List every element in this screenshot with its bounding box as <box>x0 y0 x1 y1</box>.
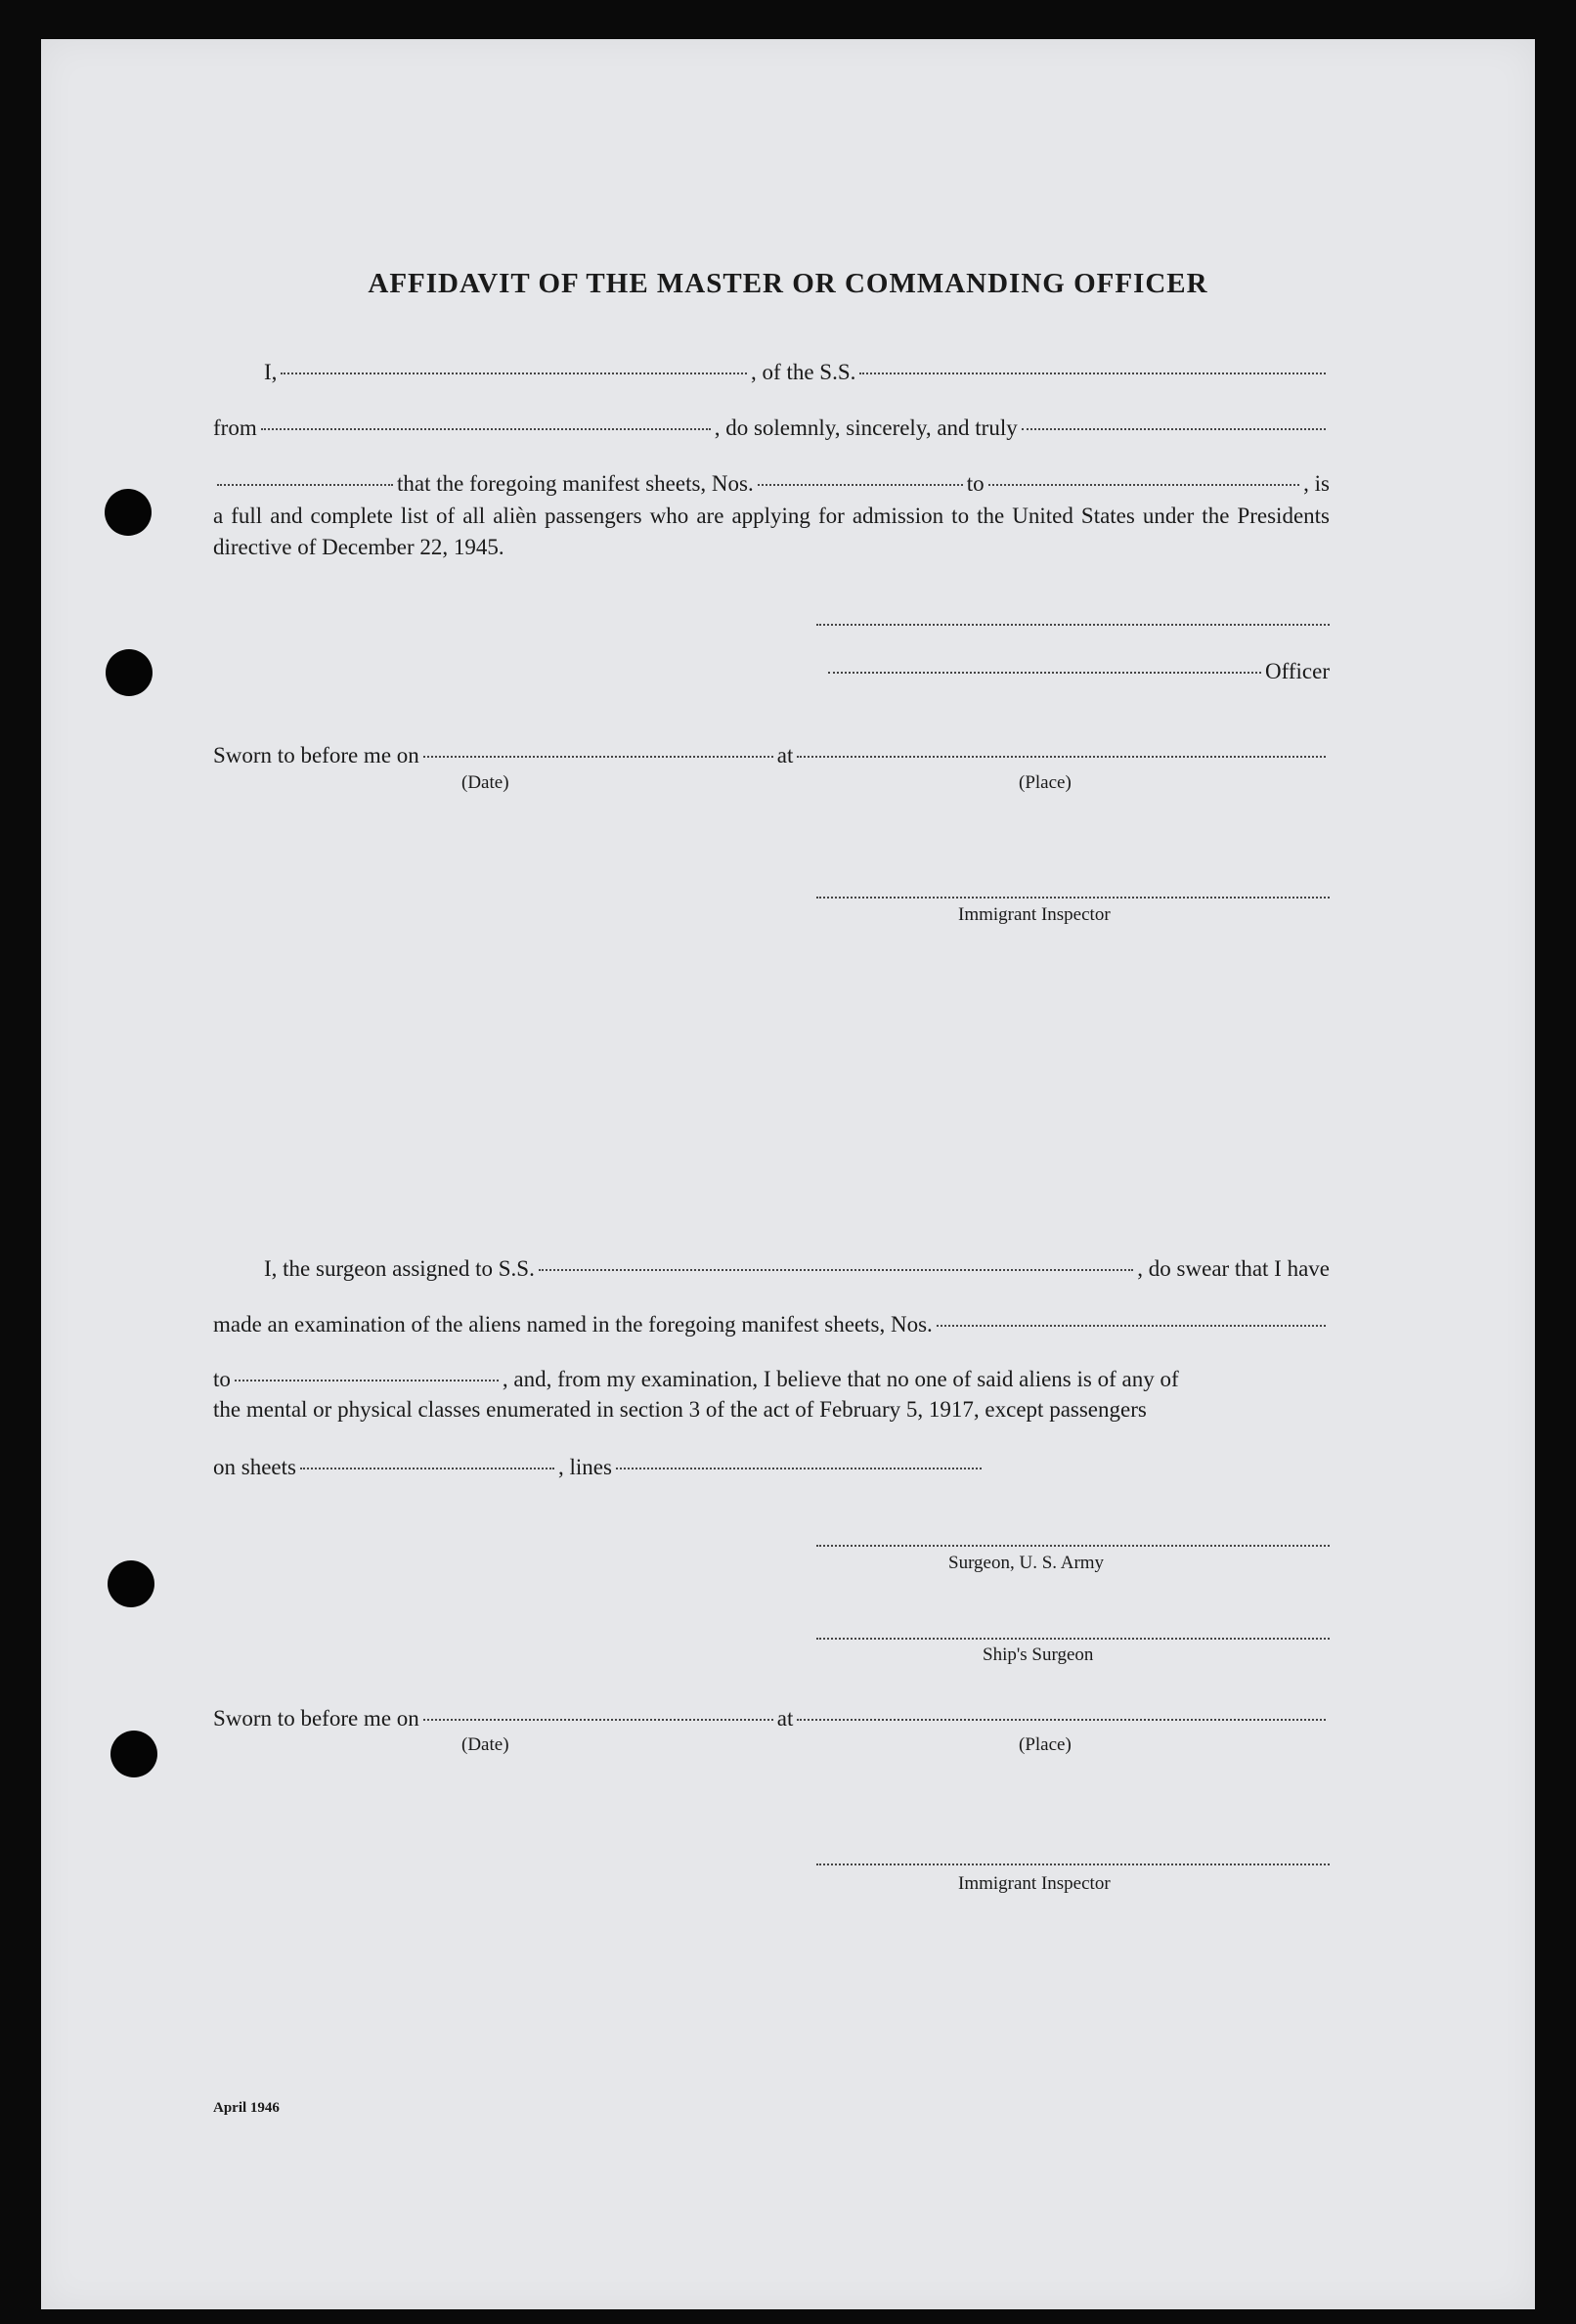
sworn-line-2 <box>213 1706 1330 1732</box>
label-from: from <box>213 416 257 440</box>
label-at: at <box>776 743 794 767</box>
punch-hole <box>106 649 153 696</box>
port-from-field[interactable] <box>261 428 711 430</box>
except-lines-field[interactable] <box>616 1468 982 1469</box>
label-at-2: at <box>776 1706 794 1731</box>
ship-surgeon-caption: Ship's Surgeon <box>983 1644 1094 1665</box>
master-line-1 <box>264 360 1330 385</box>
label-of-ss: , of the S.S. <box>751 360 856 384</box>
label-made-exam: made an examination of the aliens named in the foregoing manifest sheets, Nos. <box>213 1312 933 1337</box>
date-caption: (Date) <box>461 772 509 793</box>
surgeon-ship-field[interactable] <box>539 1269 1133 1271</box>
label-sworn: Sworn to before me on <box>213 743 419 767</box>
date-caption-2: (Date) <box>461 1734 509 1755</box>
label-lines: , lines <box>557 1455 612 1479</box>
army-surgeon-signature-line[interactable] <box>816 1545 1330 1547</box>
except-sheets-field[interactable] <box>300 1468 554 1469</box>
officer-line <box>824 659 1330 684</box>
surgeon-line-2 <box>213 1312 1330 1337</box>
ship-name-field[interactable] <box>859 373 1326 374</box>
label-and-from: , and, from my examination, I believe that no one of said aliens is of any of <box>502 1367 1179 1391</box>
label-i: I, <box>264 360 278 384</box>
officer-signature-field[interactable] <box>828 672 1261 674</box>
surgeon-line-1 <box>264 1256 1330 1282</box>
sworn-place-field[interactable] <box>797 756 1326 758</box>
place-caption: (Place) <box>1019 772 1072 793</box>
inspector-signature-line[interactable] <box>816 897 1330 899</box>
label-i-surgeon: I, the surgeon assigned to S.S. <box>264 1256 535 1281</box>
master-statement: a full and complete list of all alièn passengers who are applying for admission to the United States under the Presidents directive of December 22, 1945. <box>213 504 1330 559</box>
punch-hole <box>108 1560 154 1607</box>
oath-continue-field[interactable] <box>217 484 393 486</box>
classes-text: the mental or physical classes enumerated in section 3 of the act of February 5, 1917, except passengers <box>213 1397 1147 1422</box>
surgeon-line-3 <box>213 1367 1330 1392</box>
sworn2-place-field[interactable] <box>797 1719 1326 1721</box>
master-signature-line[interactable] <box>816 624 1330 626</box>
army-surgeon-caption: Surgeon, U. S. Army <box>948 1553 1105 1573</box>
form-title: AFFIDAVIT OF THE MASTER OR COMMANDING OFFICER <box>368 268 1208 299</box>
label-to: to <box>966 471 985 496</box>
form-date-footer: April 1946 <box>213 2100 280 2116</box>
sworn-line-1 <box>213 743 1330 768</box>
inspector-caption: Immigrant Inspector <box>958 904 1111 925</box>
master-line-3 <box>213 471 1330 497</box>
label-officer: Officer <box>1265 659 1330 683</box>
master-name-field[interactable] <box>281 373 747 374</box>
label-is: , is <box>1303 471 1330 496</box>
place-caption-2: (Place) <box>1019 1734 1072 1755</box>
sworn-date-field[interactable] <box>423 756 773 758</box>
punch-hole <box>110 1731 157 1777</box>
master-line-2 <box>213 416 1330 441</box>
sheets-to-field[interactable] <box>988 484 1300 486</box>
sworn2-date-field[interactable] <box>423 1719 773 1721</box>
surgeon-line-5 <box>213 1455 985 1480</box>
exam-sheets-from-field[interactable] <box>937 1325 1326 1327</box>
label-that-sheets: that the foregoing manifest sheets, Nos. <box>397 471 754 496</box>
sheets-from-field[interactable] <box>758 484 963 486</box>
label-on-sheets: on sheets <box>213 1455 296 1479</box>
ship-surgeon-signature-line[interactable] <box>816 1638 1330 1640</box>
label-do-solemnly: , do solemnly, sincerely, and truly <box>714 416 1018 440</box>
exam-sheets-to-field[interactable] <box>235 1380 499 1381</box>
inspector-caption-2: Immigrant Inspector <box>958 1873 1111 1894</box>
inspector2-signature-line[interactable] <box>816 1864 1330 1865</box>
label-sworn-2: Sworn to before me on <box>213 1706 419 1731</box>
label-surgeon-to: to <box>213 1367 231 1391</box>
label-do-swear: , do swear that I have <box>1137 1256 1330 1281</box>
oath-word-field[interactable] <box>1022 428 1326 430</box>
punch-hole <box>105 489 152 536</box>
